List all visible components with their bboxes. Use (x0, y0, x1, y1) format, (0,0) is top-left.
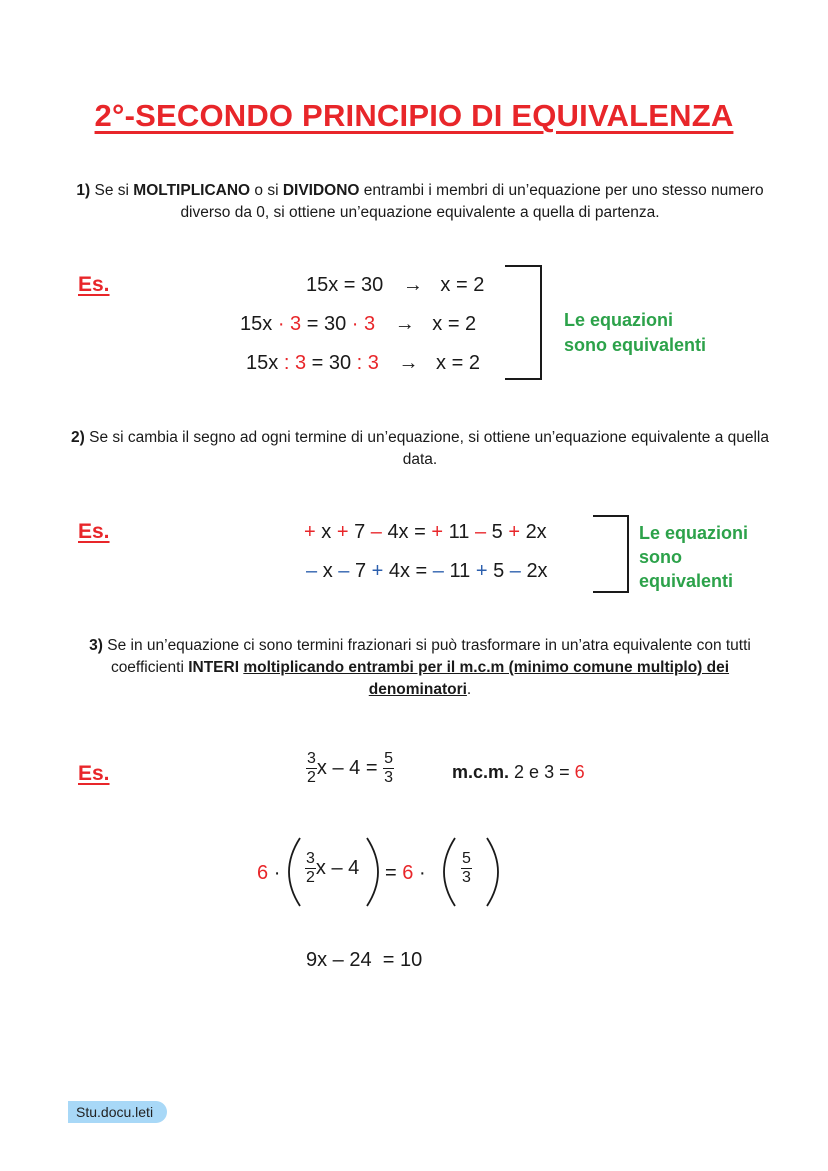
inner-expression (305, 850, 359, 887)
denominator: 2 (307, 769, 316, 786)
numerator: 5 (462, 850, 471, 867)
term: 7 (354, 560, 367, 582)
equation-result: x = 2 (436, 352, 480, 374)
note-line: Le equazioni (564, 310, 674, 330)
numerator: 5 (384, 750, 393, 767)
term: 15x (246, 352, 279, 374)
note-line: sono equivalenti (564, 335, 707, 355)
term: x (322, 560, 333, 582)
term: x – 4 = (316, 757, 378, 779)
equation-result: x = 2 (440, 274, 485, 296)
denominator: 3 (384, 769, 393, 786)
rule-3-underlined: moltiplicando entrambi per il m.c.m (minimo comune multiplo) dei denominatori (243, 659, 730, 698)
sign: – (509, 560, 521, 582)
left-paren-2 (444, 838, 455, 906)
factor: 3 (367, 352, 379, 374)
arrow-icon: → (402, 274, 423, 296)
multiplier-right (385, 862, 426, 885)
rule-1-part: Se si (90, 182, 134, 199)
operator: : (283, 352, 290, 374)
right-paren-1 (367, 838, 378, 906)
sign: – (338, 560, 350, 582)
left-paren-1 (289, 838, 300, 906)
term: 5 (493, 560, 505, 582)
term: x (321, 521, 332, 543)
dot-operator: · (273, 862, 281, 884)
example-label-2: Es. (78, 520, 110, 543)
denominator: 3 (462, 869, 471, 886)
rule-3-part: . (466, 681, 472, 698)
rule-3-bold-integers: INTERI (188, 659, 240, 676)
equation-left: 15x = 30 (306, 274, 384, 296)
rule-2-number: 2) (71, 429, 85, 446)
operator: · (277, 313, 285, 335)
sign: – (474, 521, 487, 543)
sign: – (370, 521, 382, 543)
mcm-text: 2 e 3 = (514, 762, 570, 782)
rule-1-bold-divide: DIVIDONO (282, 182, 360, 199)
term: 2x (526, 560, 548, 582)
rule-1-part: o si (250, 182, 283, 199)
sign: – (306, 560, 318, 582)
sign: + (475, 560, 488, 582)
example-label-3: Es. (78, 762, 110, 785)
sign: + (431, 521, 444, 543)
multiplier: 6 (402, 862, 414, 884)
sign: + (508, 521, 520, 543)
operator: · (351, 313, 359, 335)
right-paren-2 (487, 838, 498, 906)
fraction-three-halves (305, 850, 316, 887)
note-line: sono (639, 547, 682, 567)
factor: 3 (294, 352, 307, 374)
note-line: equivalenti (639, 571, 734, 591)
rule-1-bold-multiply: MOLTIPLICANO (133, 182, 251, 199)
sign: + (336, 521, 349, 543)
term: 5 (491, 521, 503, 543)
mcm-value: 6 (574, 762, 585, 782)
term: 11 (449, 560, 471, 582)
term: = 30 (311, 352, 352, 374)
rule-3-part: Se in un’equazione ci sono termini frazionari si può trasformare in un’atra equivalente con tutti coefficienti (102, 637, 751, 676)
example-label-1: Es. (78, 273, 110, 296)
sign: + (304, 521, 316, 543)
page-title: 2°-SECONDO PRINCIPIO DI EQUIVALENZA (94, 98, 734, 133)
term: = 30 (306, 313, 347, 335)
fraction-five-thirds (461, 850, 472, 887)
denominator: 2 (306, 869, 315, 886)
dot-operator: · (418, 862, 426, 884)
numerator: 3 (307, 750, 316, 767)
term: 4x = (388, 560, 428, 582)
arrow-icon: → (398, 352, 419, 374)
rule-1-number: 1) (76, 182, 91, 199)
sign: + (371, 560, 384, 582)
rule-3-number: 3) (89, 637, 103, 654)
term: 15x (240, 313, 273, 335)
footer-tag: Stu.docu.leti (68, 1101, 167, 1123)
note-line: Le equazioni (639, 523, 749, 543)
right-fraction (461, 850, 472, 887)
rule-2-body: Se si cambia il segno ad ogni termine di un’equazione, si ottiene un’equazione equivalente a quella data. (84, 429, 769, 468)
equation-result: x = 2 (432, 313, 477, 335)
factor: 3 (364, 313, 376, 335)
rule-1-part: entrambi i membri di un’equazione per uno stesso numero diverso da 0, si ottiene un’equazione equivalente a quella di partenza. (180, 182, 764, 221)
mcm-label: m.c.m. (452, 762, 510, 782)
term: 11 (448, 521, 470, 543)
multiplier: 6 (257, 862, 269, 884)
term: x – 4 (315, 857, 360, 879)
operator: : (356, 352, 363, 374)
term: 2x (525, 521, 547, 543)
factor: 3 (290, 313, 302, 335)
term: 7 (354, 521, 366, 543)
numerator: 3 (306, 850, 315, 867)
arrow-icon: → (394, 313, 415, 335)
term: 4x = (387, 521, 426, 543)
final-equation: 9x – 24 = 10 (306, 949, 423, 971)
equals-sign: = (385, 862, 397, 884)
sign: – (432, 560, 444, 582)
